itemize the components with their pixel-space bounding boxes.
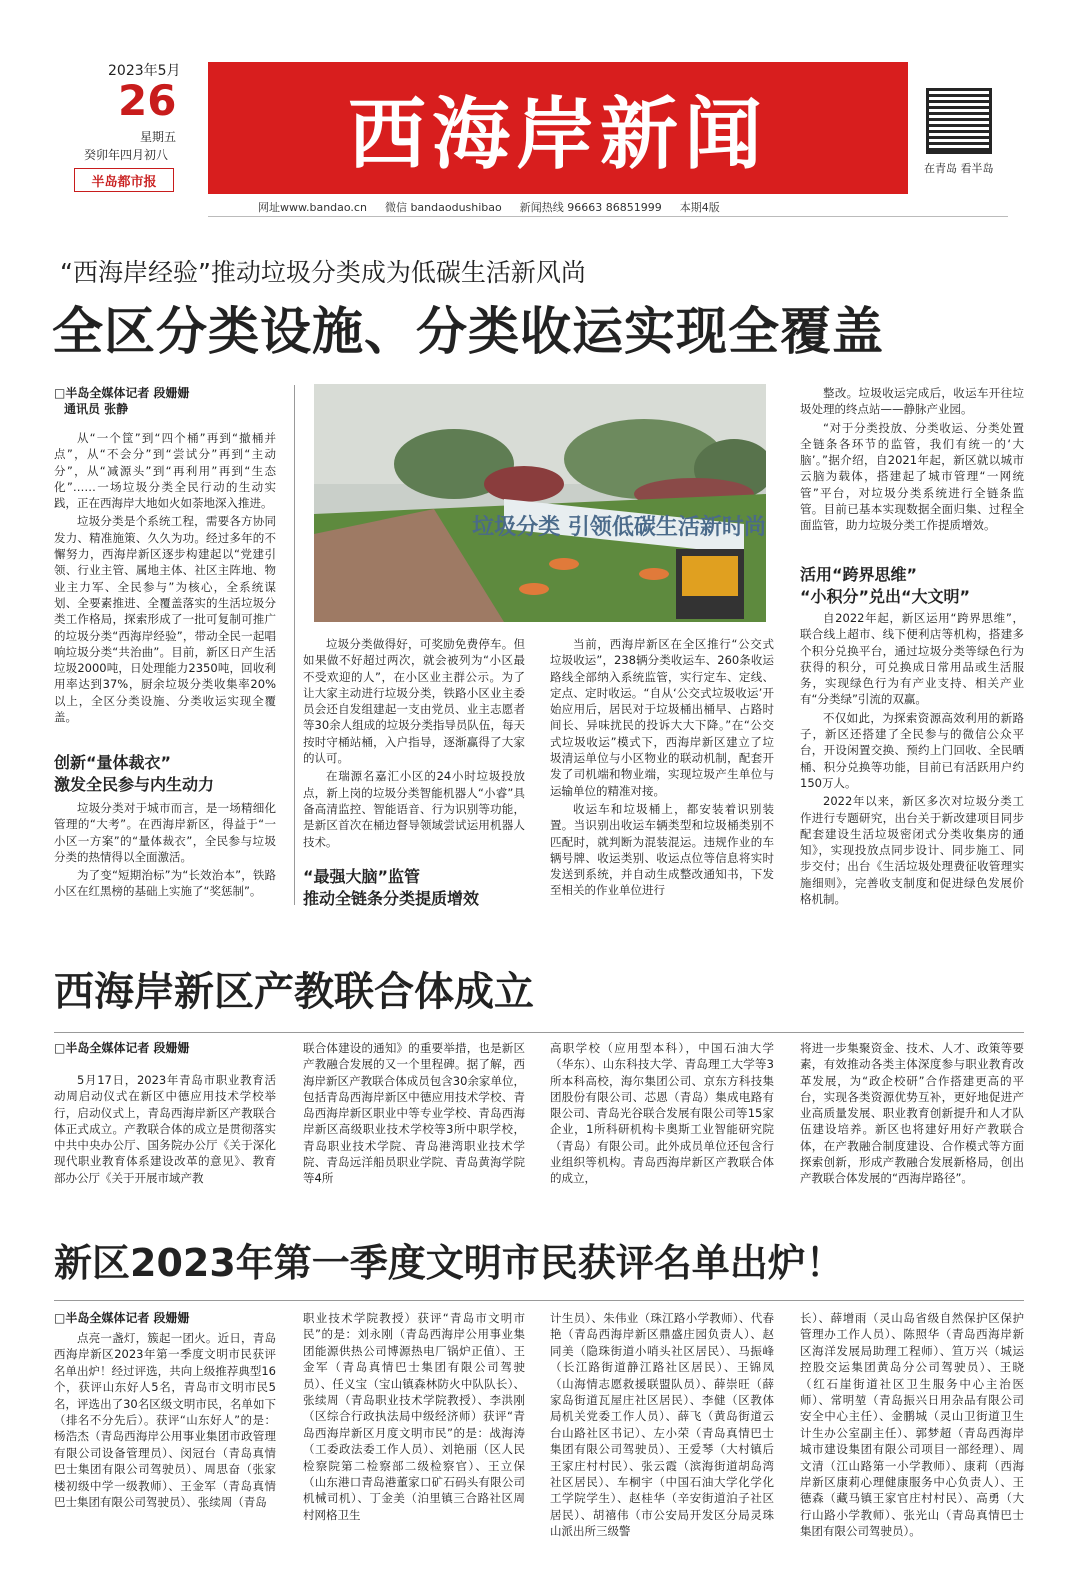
story2-rule	[54, 1032, 1024, 1033]
weekday: 星期五	[140, 130, 177, 144]
paragraph: “对于分类投放、分类收运、分类处置全链条各环节的监管，我们有统一的‘大脑’。”据介绍，自2021年起，新区就以城市云脑为载体，搭建起了城市管理“一网统管”平台，对垃圾分类系统进行全链条监管。目前已基本实现数据全面归集、过程全面监管，助力垃圾分类工作提质增效。	[800, 420, 1024, 533]
paragraph: 当前，西海岸新区在全区推行“公交式垃圾收运”，238辆分类收运车、260条收运路线全部纳入系统监管，实行定车、定线、定点、定时收运。“自从‘公交式垃圾收运’开始应用后，居民对于垃圾桶出桶早、占路时间长、异味扰民的投诉大大下降。”在“公交式垃圾收运”模式下，西海岸新区建立了垃圾清运单位与小区物业的联动机制，配套开发了司机端和物业端，实现垃圾产生单位与运输单位的精准对接。	[550, 637, 774, 798]
lead-subhead-2a: “最强大脑”监管	[303, 867, 421, 886]
lead-subhead-3b: “小积分”兑出“大文明”	[800, 587, 971, 606]
date-day: 26	[118, 76, 177, 125]
photo-sign-text: 垃圾分类 引领低碳生活新时尚	[472, 515, 766, 540]
masthead-title: 西海岸新闻	[347, 89, 768, 180]
garbage-sorting-photo	[314, 384, 766, 622]
column-rule	[294, 385, 295, 905]
lead-column-4b	[800, 610, 1024, 909]
paragraph: 收运车和垃圾桶上，都安装着识别装置。当识别出收运车辆类型和垃圾桶类别不匹配时，就判断为混装混运。违规作业的车辆号牌、收运类别、收运点位等信息将实时发送到系统，并自动生成整改通知书，下发至相关的作业单位进行	[550, 801, 774, 898]
lead-subhead-1a: 创新“量体裁衣”	[54, 753, 172, 772]
paragraph: 在瑞源名嘉汇小区的24小时垃圾投放点，新上岗的垃圾分类智能机器人“小睿”具备高清监控、智能语音、行为识别等功能，是新区首次在桶边督导领域尝试运用机器人技术。	[303, 769, 525, 849]
paragraph: 垃圾分类做得好，可奖励免费停车。但如果做不好超过两次，就会被列为“小区最不受欢迎的人”，在小区业主群公示。为了让大家主动进行垃圾分类，铁路小区业主委员会还自发组建起一支由党员、业主志愿者等30余人组成的垃圾分类指导员队伍，每天按时守桶站桶，入户指导，逐渐赢得了大家的认可。	[303, 637, 525, 766]
story2-headline: 西海岸新区产教联合体成立	[54, 969, 534, 1015]
page-count: 本期4版	[679, 201, 720, 214]
lead-headline: 全区分类设施、分类收运实现全覆盖	[52, 303, 885, 362]
story2-byline: □半岛全媒体记者 段姗姗	[54, 1041, 190, 1055]
story3-column-1: 点亮一盏灯，簇起一团火。近日，青岛西海岸新区2023年第一季度文明市民获评名单出炉！经过评选，共向上级推荐典型16个，获评山东好人5名，青岛市文明市民5名，评选出了30名区级文明市民，名单如下（排名不分先后）。获评“山东好人”的是：杨浩杰（青岛西海岸公用事业集团市政管理有限公司设备管理员）、闵冠台（青岛真情巴士集团有限公司驾驶员）、周思奋（张家楼初级中学一级教师）、王金军（青岛真情巴士集团有限公司驾驶员）、张续周（青岛	[54, 1331, 276, 1510]
hotline: 新闻热线 96663 86851999	[519, 201, 662, 214]
lead-kicker: “西海岸经验”推动垃圾分类成为低碳生活新风尚	[60, 258, 586, 287]
paragraph: 从“一个筐”到“四个桶”再到“撤桶并点”，从“不会分”到“尝试分”再到“主动分”，从“减源头”到“再利用”再到“生态化”……一场垃圾分类全民行动的生动实践，正在西海岸大地如火如荼地深入推进。	[54, 431, 276, 511]
paragraph: 整改。垃圾收运完成后，收运车开往垃圾处理的终点站——静脉产业园。	[800, 386, 1024, 417]
date-year-month: 2023年5月	[108, 63, 181, 79]
qr-code-icon	[926, 88, 992, 154]
story3-headline: 新区2023年第一季度文明市民获评名单出炉！	[54, 1241, 844, 1285]
lead-column-1	[54, 430, 276, 727]
story2-column-4: 将进一步集聚资金、技术、人才、政策等要素，有效推动各类主体深度参与职业教育改革发展，为“政企校研”合作搭建更高的平台，实现各类资源优势互补，更好地促进产业高质量发展、职业教育创新提升和人才队伍建设培养。新区也将建好用好产教联合体，在产教融合制度建设、合作模式等方面探索创新，形成产教融合发展新格局，创出产教联合体发展的“西海岸路径”。	[800, 1041, 1024, 1186]
qr-caption: 在青岛 看半岛	[924, 162, 994, 175]
masthead-banner	[208, 62, 908, 194]
info-bar	[258, 199, 720, 215]
story2-column-3: 高职学校（应用型本科），中国石油大学（华东）、山东科技大学、青岛理工大学等3所本科高校，海尔集团公司、京东方科技集团股份有限公司、芯恩（青岛）集成电路有限公司、青岛光谷联合发展有限公司等15家企业，1所科研机构卡奥斯工业智能研究院（青岛）有限公司。此外成员单位还包含行业组织等机构。青岛西海岸新区产教联合体的成立，	[550, 1041, 774, 1186]
lead-column-4a	[800, 385, 1024, 536]
story3-byline: □半岛全媒体记者 段姗姗	[54, 1311, 190, 1325]
lead-subhead-3a: 活用“跨界思维”	[800, 565, 918, 584]
paragraph: 自2022年起，新区运用“跨界思维”，联合线上超市、线下便利店等机构，搭建多个积分兑换平台，通过垃圾分类等绿色行为获得的积分，可兑换成日常用品或生活服务，实现绿色行为有产业支持、相关产业有“分类绿”引流的双赢。	[800, 611, 1024, 707]
story3-column-3: 计生员）、朱伟业（珠江路小学教师）、代春艳（青岛西海岸新区鼎盛庄园负责人）、赵同美（隐珠街道小哨头社区居民）、马振峰（长江路街道静江路社区居民）、王锦凤（山海情志愿救援联盟队员）、薛崇旺（薛家岛街道瓦屋庄社区居民）、李健（区教体局机关党委工作人员）、薛飞（黄岛街道云台山路社区书记）、左小荣（青岛真情巴士集团有限公司驾驶员）、王爱琴（大村镇后王家庄村村民）、张云霞（滨海街道胡岛湾社区居民）、车桐宇（中国石油大学化学化工学院学生）、赵桂华（辛安街道泊子社区居民）、胡禧伟（市公安局开发区分局灵珠山派出所三级警	[550, 1311, 774, 1539]
lead-column-1b	[54, 800, 276, 902]
story3-column-2: 职业技术学院教授）获评“青岛市文明市民”的是：刘永刚（青岛西海岸公用事业集团能源供热公司博源热电厂锅炉正值）、王金军（青岛真情巴士集团有限公司驾驶员）、任义宝（宝山镇森林防火中队队长）、张续周（青岛职业技术学院教授）、李洪刚（区综合行政执法局中级经济师）获评“青岛西海岸新区月度文明市民”的是：战海涛（工委政法委工作人员）、刘艳丽（区人民检察院第二检察部二级检察官）、王立保（山东港口青岛港董家口矿石码头有限公司机械司机）、丁金美（泊里镇三合路社区周村网格卫生	[303, 1311, 525, 1522]
wechat: 微信 bandaodushibao	[384, 201, 502, 214]
story2-column-1: 5月17日，2023年青岛市职业教育活动周启动仪式在新区中德应用技术学校举行，启动仪式上，青岛西海岸新区产教联合体正式成立。产教联合体的成立是贯彻落实中共中央办公厅、国务院办公厅《关于深化现代职业教育体系建设改革的意见》、教育部办公厅《关于开展市域产教	[54, 1073, 276, 1185]
masthead-divider	[208, 216, 1008, 217]
website: 网址www.bandao.cn	[258, 201, 367, 214]
paragraph: 不仅如此，为探索资源高效利用的新路子，新区还搭建了全民参与的微信公众平台，开设闲置交换、预约上门回收、全民晒桶、积分兑换等功能，目前已有活跃用户约150万人。	[800, 710, 1024, 790]
lunar-date: 癸卯年四月初八	[84, 148, 169, 162]
paragraph: 垃圾分类是个系统工程，需要各方协同发力、精准施策、久久为功。经过多年的不懈努力，西海岸新区逐步构建起以“党建引领、行业主管、属地主体、社区主阵地、物业主力军、全民参与”为核心，全系统谋划、全要素推进、全覆盖落实的生活垃圾分类工作格局，探索形成了一批可复制可推广的垃圾分类“西海岸经验”，带动全民一起唱响垃圾分类“共治曲”。目前，新区日产生活垃圾2000吨，日处理能力2350吨，回收利用率达到37%，厨余垃圾分类收集率20%以上，全区分类设施、分类收运实现全覆盖。	[54, 514, 276, 725]
lead-column-3	[550, 636, 774, 901]
paragraph: 2022年以来，新区多次对垃圾分类工作进行专题研究，出台关于新改建项目同步配套建设生活垃圾密闭式分类收集房的通知》，实现投放点同步设计、同步施工、同步交付；出台《生活垃圾处理费征收管理实施细则》，完善收支制度和促进绿色发展价格机制。	[800, 794, 1024, 907]
lead-column-2	[303, 636, 525, 852]
lead-byline-1: □半岛全媒体记者 段姗姗	[54, 386, 190, 400]
paragraph: 垃圾分类对于城市而言，是一场精细化管理的“大考”。在西海岸新区，得益于“一小区一方案”的“量体裁衣”，全民参与垃圾分类的热情得以全面激活。	[54, 801, 276, 864]
lead-byline-2: 通讯员 张静	[64, 402, 129, 416]
lead-subhead-1b: 激发全民参与内生动力	[54, 775, 215, 794]
lead-subhead-2b: 推动全链条分类提质增效	[303, 889, 480, 908]
publisher-logo: 半岛都市报	[74, 168, 174, 192]
story3-column-4: 长）、薛增雨（灵山岛省级自然保护区保护管理办工作人员）、陈照华（青岛西海岸新区海洋发展局助理工程师）、笪万兴（城运控股交运集团黄岛分公司驾驶员）、王晓（红石崖街道社区卫生服务中心主治医师）、常明堃（青岛振兴日用杂品有限公司安全中心主任）、金鹏城（灵山卫街道卫生计生办公室副主任）、郭梦超（青岛西海岸城市建设集团有限公司项目一部经理）、周文清（江山路第一小学教师）、康莉（西海岸新区康莉心理健康服务中心负责人）、王德森（藏马镇王家官庄村村民）、高勇（大行山路小学教师）、张光山（青岛真情巴士集团有限公司驾驶员）。	[800, 1311, 1024, 1539]
paragraph: 为了变“短期治标”为“长效治本”，铁路小区在红黑榜的基础上实施了“奖惩制”。	[54, 868, 276, 899]
story3-rule	[54, 1300, 1024, 1301]
story2-column-2: 联合体建设的通知》的重要举措，也是新区产教融合发展的又一个里程碑。据了解，西海岸新区产教联合体成员包含30余家单位，包括青岛西海岸新区中德应用技术学校、青岛西海岸新区职业中等专业学校、青岛西海岸新区高级职业技术学校等3所中职学校，青岛职业技术学院、青岛港湾职业技术学院、青岛远洋船员职业学院、青岛黄海学院等4所	[303, 1041, 525, 1186]
